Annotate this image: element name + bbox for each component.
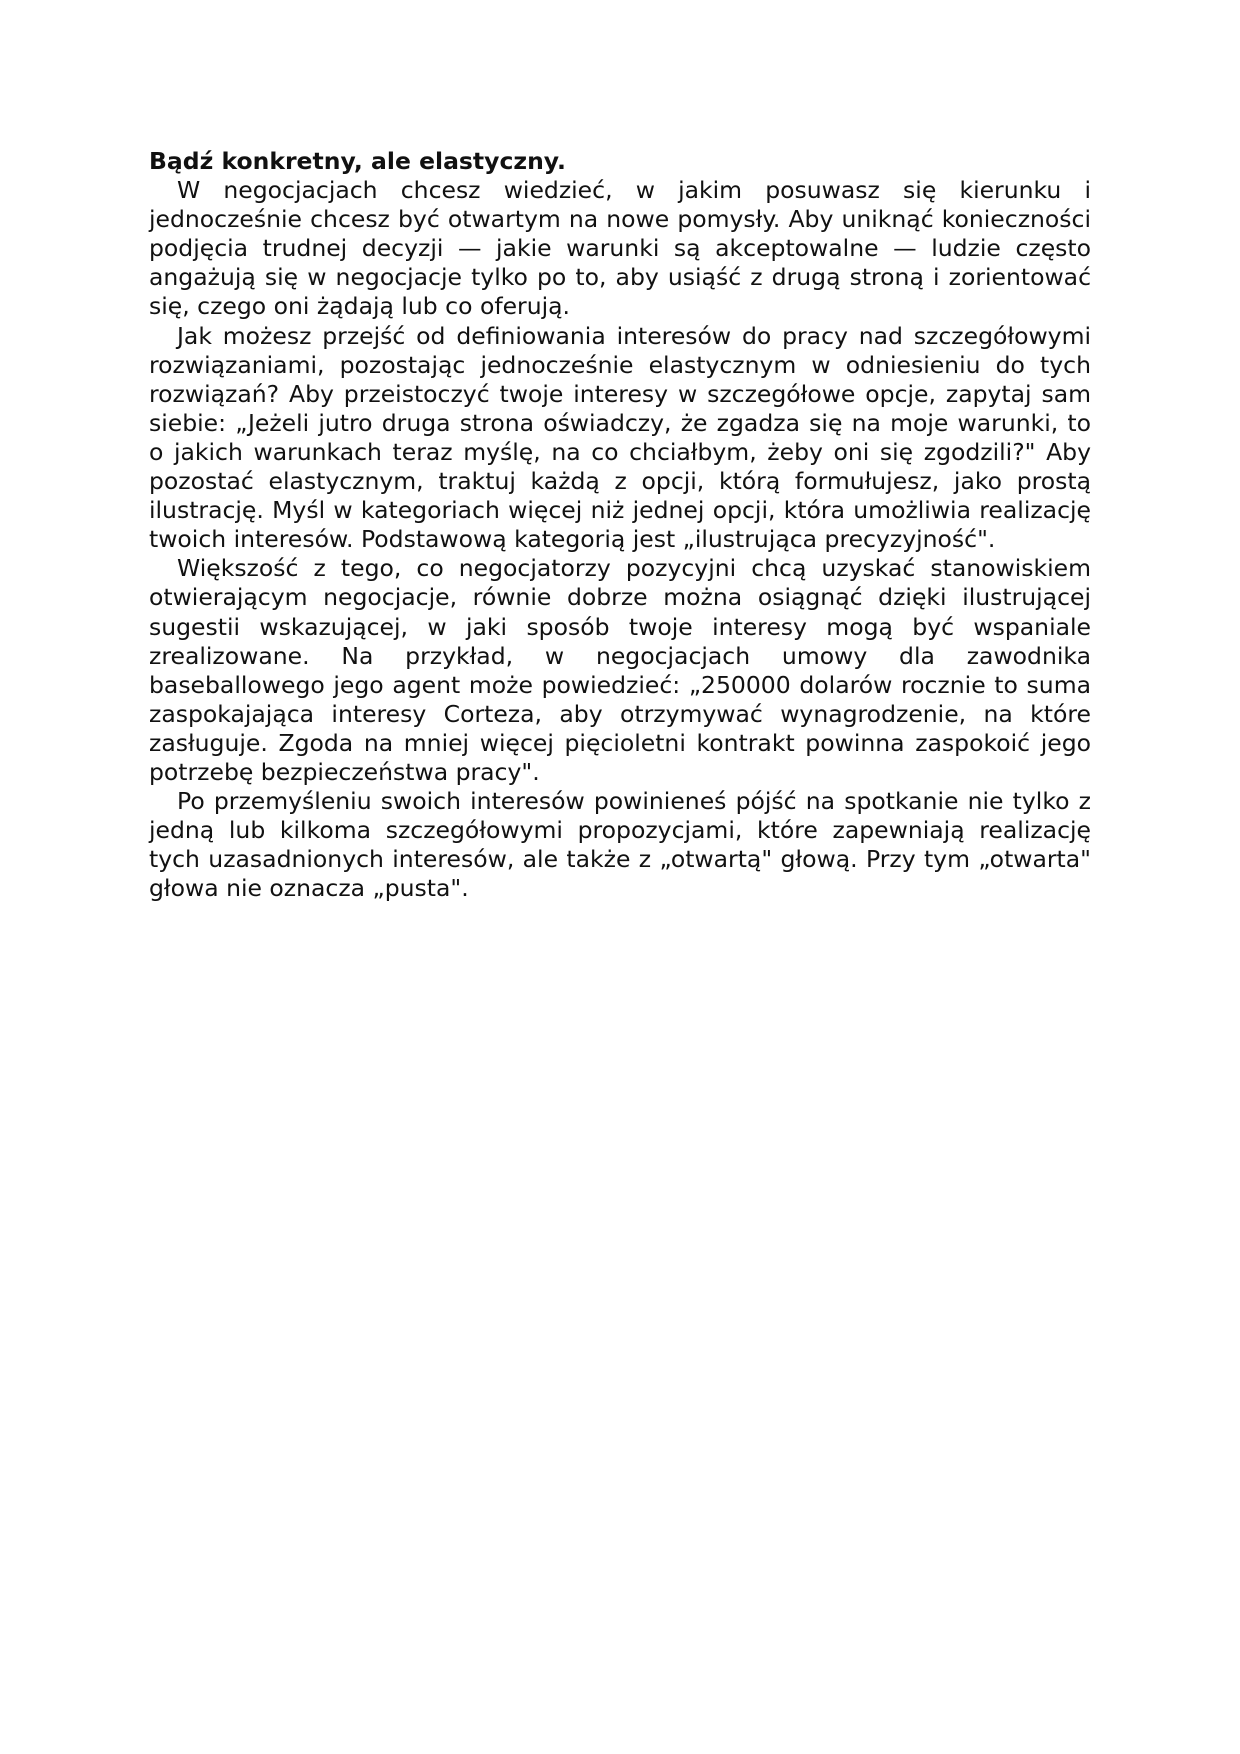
section-heading: Bądź konkretny, ale elastyczny. [149, 147, 566, 175]
document-body [149, 147, 1091, 903]
paragraph-3: Większość z tego, co negocjatorzy pozycyjni chcą uzyskać stanowiskiem otwierającym negocjacje, równie dobrze można osiągnąć dzięki ilustrującej sugestii wskazującej, w jaki sposób twoje interesy mogą być wspaniale zrealizowane. Na przykład, w negocjacjach umowy dla zawodnika baseballowego jego agent może powiedzieć: „250000 dolarów rocznie to suma zaspokajająca interesy Corteza, aby otrzymywać wynagrodzenie, na które zasługuje. Zgoda na mniej więcej pięcioletni kontrakt powinna zaspokoić jego potrzebę bezpieczeństwa pracy". [149, 554, 1091, 786]
paragraph-2: Jak możesz przejść od definiowania interesów do pracy nad szczegółowymi rozwiązaniami, pozostając jednocześnie elastycznym w odniesieniu do tych rozwiązań? Aby przeistoczyć twoje interesy w szczegółowe opcje, zapytaj sam siebie: „Jeżeli jutro druga strona oświadczy, że zgadza się na moje warunki, to o jakich warunkach teraz myślę, na co chciałbym, żeby oni się zgodzili?" Aby pozostać elastycznym, traktuj każdą z opcji, którą formułujesz, jako prostą ilustrację. Myśl w kategoriach więcej niż jednej opcji, która umożliwia realizację twoich interesów. Podstawową kategorią jest „ilustrująca precyzyjność". [149, 321, 1091, 554]
paragraph-4: Po przemyśleniu swoich interesów powinieneś pójść na spotkanie nie tylko z jedną lub kilkoma szczegółowymi propozycjami, które zapewniają realizację tych uzasadnionych interesów, ale także z „otwartą" głową. Przy tym „otwarta" głowa nie oznacza „pusta". [149, 787, 1091, 903]
paragraph-1: W negocjacjach chcesz wiedzieć, w jakim posuwasz się kierunku i jednocześnie chcesz być otwartym na nowe pomysły. Aby uniknąć konieczności podjęcia trudnej decyzji — jakie warunki są akceptowalne — ludzie często angażują się w negocjacje tylko po to, aby usiąść z drugą stroną i zorientować się, czego oni żądają lub co oferują. [149, 176, 1091, 321]
